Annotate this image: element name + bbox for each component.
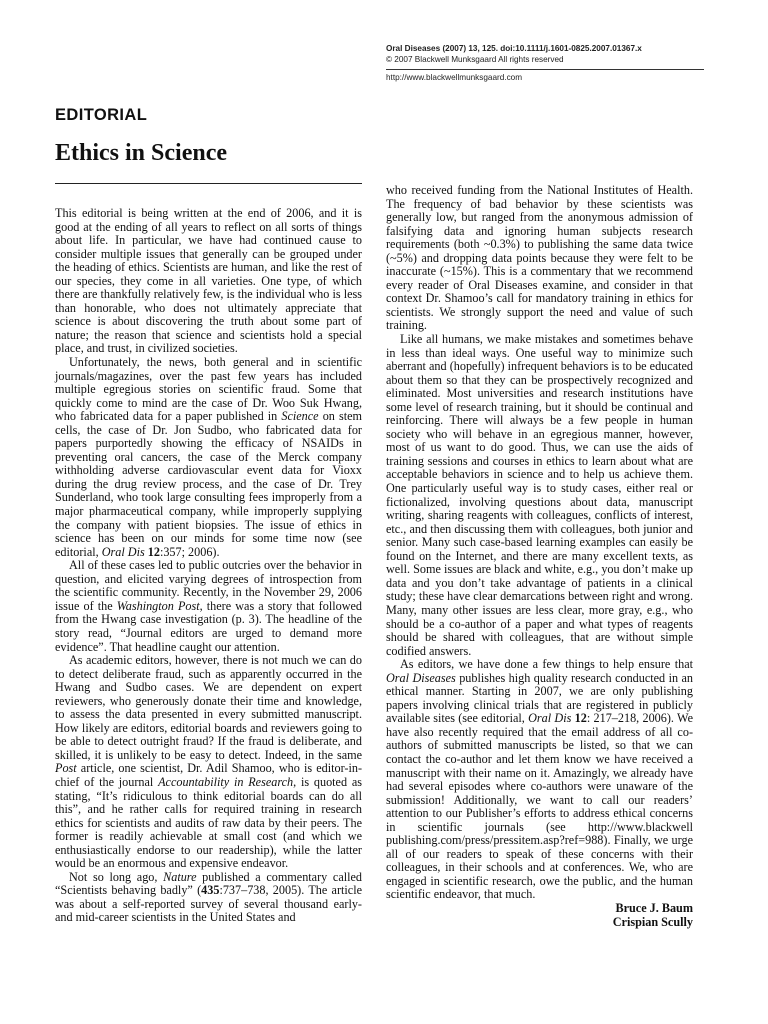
text-run: 12 [574, 711, 587, 726]
author-signature: Crispian Scully [612, 914, 693, 929]
text-run: Oral Dis [528, 711, 572, 726]
text-run: : 217–218, 2006). We have also recently required that the email address of all co-authors of submitted manuscripts be listed, so that we can contact the co-author and let them know we have received a manuscript with their name on it. Amazingly, we already have had several episodes where co-authors were unaware of the submission! Additionally, we want to call our readers’ attention to our Publisher’s efforts to address ethical concerns in scientific journals (see http://www.blackwell publishing.com/press/pressitem.asp?ref=988). Finally, we urge all of our readers to speak of these concerns with their colleagues, in their schools and at conferences. We, who are engaged in scientific research, owe the public, and the human scientific endeavor, that much. [386, 711, 693, 902]
author-signature: Bruce J. Baum [615, 900, 693, 915]
section-label: EDITORIAL [55, 106, 148, 124]
text-run: Not so long ago, [69, 869, 164, 884]
text-run: Like all humans, we make mistakes and sometimes behave in less than ideal ways. One useful way to minimize such aberrant and (hopefully) infrequent behaviors is to be educated about them so that they can be prospectively recognized and eliminated. Most universities and research institutions have some level of research training, but it should be continual and reinforcing. There will always be a few people in human society who will behave in an egregious manner, however, most of us want to do good. Thus, we can use the aids of training sessions and courses in ethics to learn about what are acceptable behaviors in science and to help us achieve them. One particularly useful way is to study cases, either real or fictionalized, involving questions about data, manuscript writing, sharing reagents with colleagues, conflicts of interest, etc., and then discussing them with colleagues, both junior and senior. Many such case-based learning examples can easily be found on the Internet, and there are many excellent texts, as well. Some issues are black and white, e.g., you don’t make up data and you don’t take advantage of patients in a clinical study; these have clear demarcations between right and wrong. Many, many other issues are less clear, more gray, e.g., who should be a co-author of a paper and what types of reagents should be shared with colleagues, that are without simple codified answers. [386, 332, 693, 658]
body-paragraph [55, 207, 362, 356]
text-run: :737–738, 2005). The article was about a self-reported survey of several thousand early- and mid-career scientists in the United States and [55, 883, 362, 925]
text-run: Science [281, 409, 319, 424]
copyright-line: © 2007 Blackwell Munksgaard All rights reserved [386, 54, 564, 64]
body-paragraph [55, 559, 362, 654]
text-run: published a commentary called “Scientists behaving badly” ( [55, 869, 362, 898]
text-run: All of these cases led to public outcries over the behavior in question, and elicited varying degrees of introspection from the scientific community. Recently, in the November 29, 2006 issue of the [55, 558, 362, 613]
text-run: publishes high quality research conducted in an ethical manner. Starting in 2007, we are only publishing papers involving clinical trials that are registered in publicly available sites (see editorial, [386, 670, 693, 726]
text-run: Oral Diseases [386, 670, 456, 685]
text-run: Nature [163, 869, 197, 884]
left-column [55, 207, 362, 925]
text-run: This editorial is being written at the end of 2006, and it is good at the ending of all years to reflect on all sorts of things about life. In particular, we have had continued cause to consider multiple issues that generally can be grouped under the heading of ethics. Scientists are human, and like the rest of our species, they come in all varieties. One type, of which there are thankfully relatively few, is the individual who is less than honorable, who does not ultimately appreciate that science is about discovering the truth about some part of nature; the reason that science and scientists hold a special place, and trust, in civilized societies. [55, 206, 362, 356]
publisher-url[interactable]: http://www.blackwellmunksgaard.com [386, 73, 523, 82]
right-column [386, 184, 693, 929]
text-run: , is quoted as stating, “It’s ridiculous to think editorial boards can do all this”, and he rather calls for required training in research ethics for scientists and audits of raw data by their peers. The former is readily achievable at small cost (and which we enthusiastically endorse to our readership), while the latter would be an enormous and expensive endeavor. [55, 774, 362, 871]
text-run: Oral Dis [101, 544, 145, 559]
text-run: Unfortunately, the news, both general and in scientific journals/magazines, over the past few years has included multiple egregious stories on scientific fraud. Some that quickly come to mind are the case of Dr. Woo Suk Hwang, who fabricated data for a paper published in [55, 355, 362, 424]
text-run: :357; 2006). [159, 544, 220, 559]
title-rule [55, 183, 362, 184]
body-paragraph [55, 654, 362, 871]
text-run: on stem cells, the case of Dr. Jon Sudbo, who fabricated data for papers purportedly showing the efficacy of NSAIDs in preventing oral cancers, the case of the Merck company withholding adverse cardiovascular event data for Vioxx during the drug review process, and the case of Dr. Trey Sunderland, who took large consulting fees improperly from a major pharmaceutical company, while improperly supplying the company with patient biopsies. The issue of ethics in science has been on our minds for some time now (see editorial, [55, 409, 362, 559]
header-rule [386, 69, 704, 70]
journal-header [386, 44, 726, 84]
text-run: 12 [147, 544, 160, 559]
text-run: who received funding from the National Institutes of Health. The frequency of bad behavior by these scientists was generally low, but ranged from the anonymous admission of falsifying data and ignoring human subjects research requirements (both ~0.3%) to publishing the same data twice (~5%) and dropping data points because they were felt to be inaccurate (~15%). This is a commentary that we recommend every reader of Oral Diseases examine, and consider in that context Dr. Shamoo’s call for mandatory training in ethics for scientists. We strongly support the need and value of such training. [386, 183, 693, 333]
text-run: Post [55, 761, 77, 776]
text-run: article, one scientist, Dr. Adil Shamoo, who is editor-in-chief of the journal [55, 761, 362, 789]
text-run: As editors, we have done a few things to help ensure that [400, 657, 693, 672]
article-title: Ethics in Science [55, 140, 227, 166]
text-run: Accountability in Research [158, 774, 294, 789]
journal-reference: Oral Diseases (2007) 13, 125. doi:10.1111/j.1601-0825.2007.01367.x [386, 44, 642, 53]
body-paragraph [386, 184, 693, 333]
body-paragraph [386, 333, 693, 658]
text-run: Washington Post [116, 598, 200, 613]
text-run: As academic editors, however, there is not much we can do to detect deliberate fraud, such as apparently occurred in the Hwang and Sudbo cases. We are dependent on expert reviewers, who generously donate their time and knowledge, to assess the data presented in every submitted manuscript. How likely are editors, editorial boards and reviewers going to be able to detect outright fraud? If the fraud is deliberate, and skilled, it is unlikely to be easy to detect. Indeed, in the same [55, 653, 362, 762]
body-paragraph [55, 356, 362, 559]
body-paragraph [386, 658, 693, 902]
text-run: , there was a story that followed from the Hwang case investigation (p. 3). The headline of the story read, “Journal editors are urged to demand more evidence”. That headline caught our attention. [55, 598, 362, 654]
text-run: 435 [201, 883, 220, 898]
body-paragraph [55, 871, 362, 925]
